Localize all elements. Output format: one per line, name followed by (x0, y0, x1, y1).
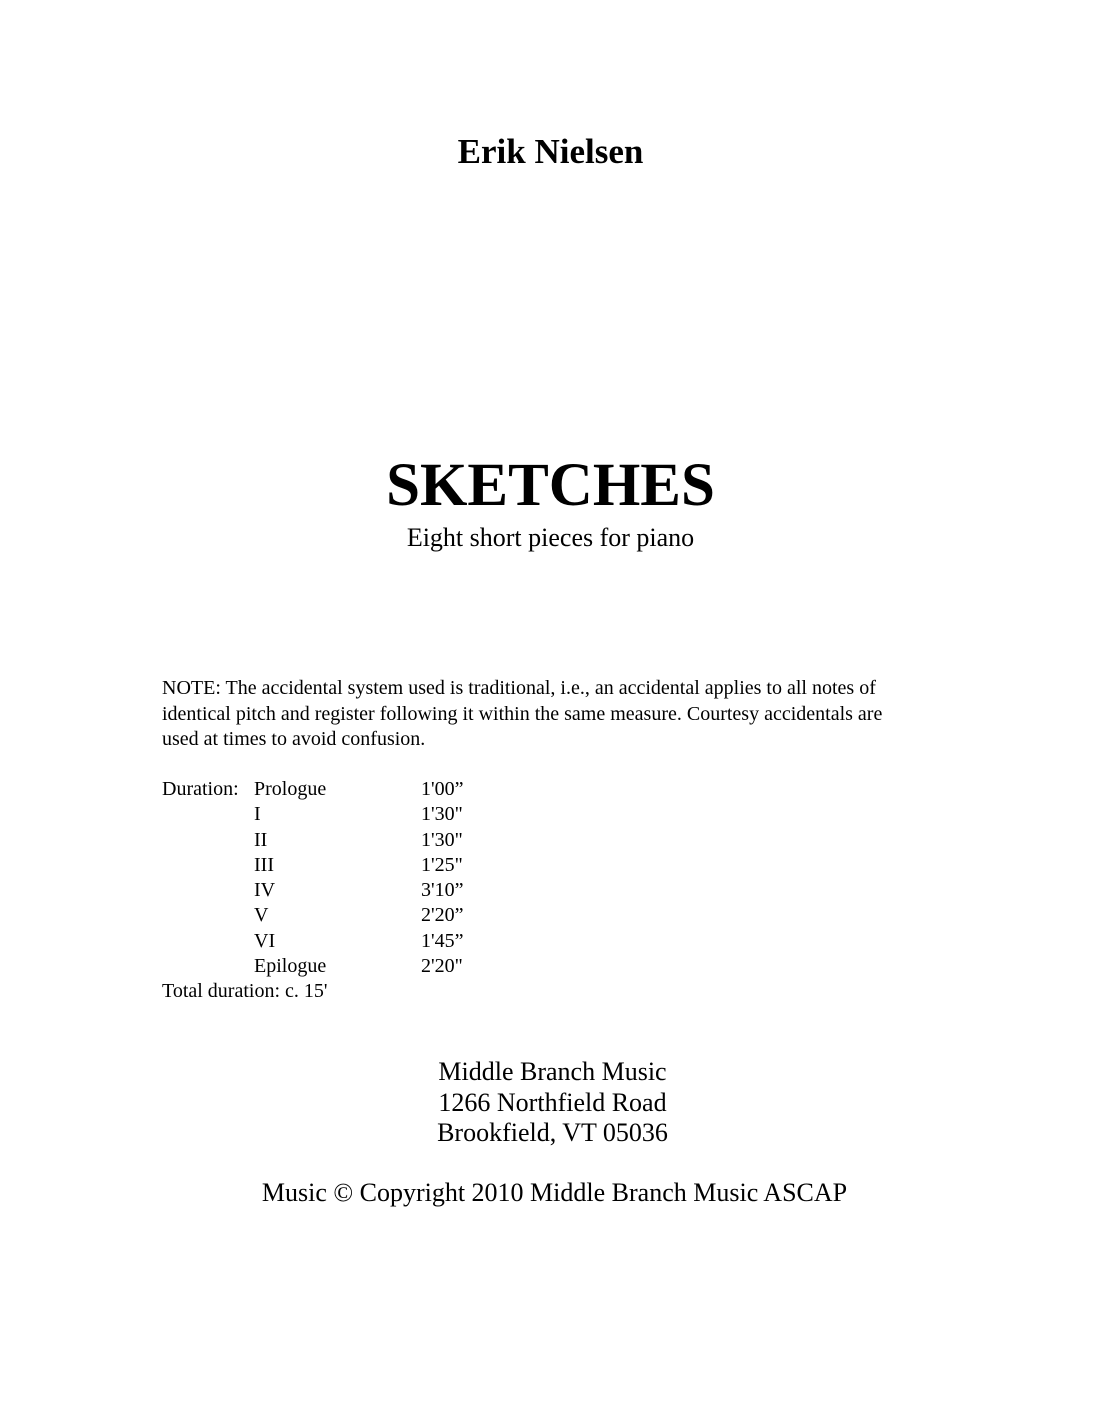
duration-row (162, 828, 662, 853)
publisher-name: Middle Branch Music (438, 1057, 667, 1086)
piece-name: I (254, 803, 261, 826)
piece-duration: 2'20” (421, 904, 464, 927)
duration-row (162, 878, 662, 903)
piece-name: II (254, 828, 268, 851)
performance-note (162, 676, 962, 753)
piece-name: III (254, 853, 274, 876)
duration-row (162, 929, 662, 954)
piece-name: Epilogue (254, 955, 327, 978)
piece-name: VI (254, 929, 276, 952)
publisher-address (0, 1057, 1101, 1149)
piece-duration: 1'30" (421, 803, 463, 826)
piece-name: V (254, 904, 269, 927)
piece-name: Prologue (254, 778, 327, 800)
duration-row (162, 853, 662, 878)
piece-duration: 2'20" (421, 955, 463, 978)
composer-name: Erik Nielsen (457, 132, 644, 171)
piece-name: IV (254, 879, 276, 902)
publisher-street: 1266 Northfield Road (438, 1087, 667, 1117)
duration-row (162, 777, 662, 802)
duration-row (162, 903, 662, 928)
piece-duration: 1'00” (421, 778, 464, 800)
work-subtitle: Eight short pieces for piano (406, 523, 695, 552)
total-duration: Total duration: c. 15' (162, 980, 328, 1003)
note-line: NOTE: The accidental system used is traditional, i.e., an accidental applies to all notes of (162, 677, 876, 699)
duration-list (162, 777, 662, 1005)
copyright-notice: Music © Copyright 2010 Middle Branch Music ASCAP (261, 1178, 848, 1207)
note-line: used at times to avoid confusion. (162, 728, 426, 750)
piece-duration: 1'45” (421, 929, 464, 952)
duration-label: Duration: (162, 778, 239, 800)
piece-duration: 1'30" (421, 828, 463, 851)
note-line: identical pitch and register following it within the same measure. Courtesy accidentals are (162, 702, 883, 725)
work-title: SKETCHES (386, 452, 715, 519)
piece-duration: 1'25" (421, 853, 463, 876)
piece-duration: 3'10” (421, 879, 464, 902)
publisher-city: Brookfield, VT 05036 (437, 1118, 668, 1147)
duration-row (162, 802, 662, 827)
duration-row (162, 954, 662, 979)
